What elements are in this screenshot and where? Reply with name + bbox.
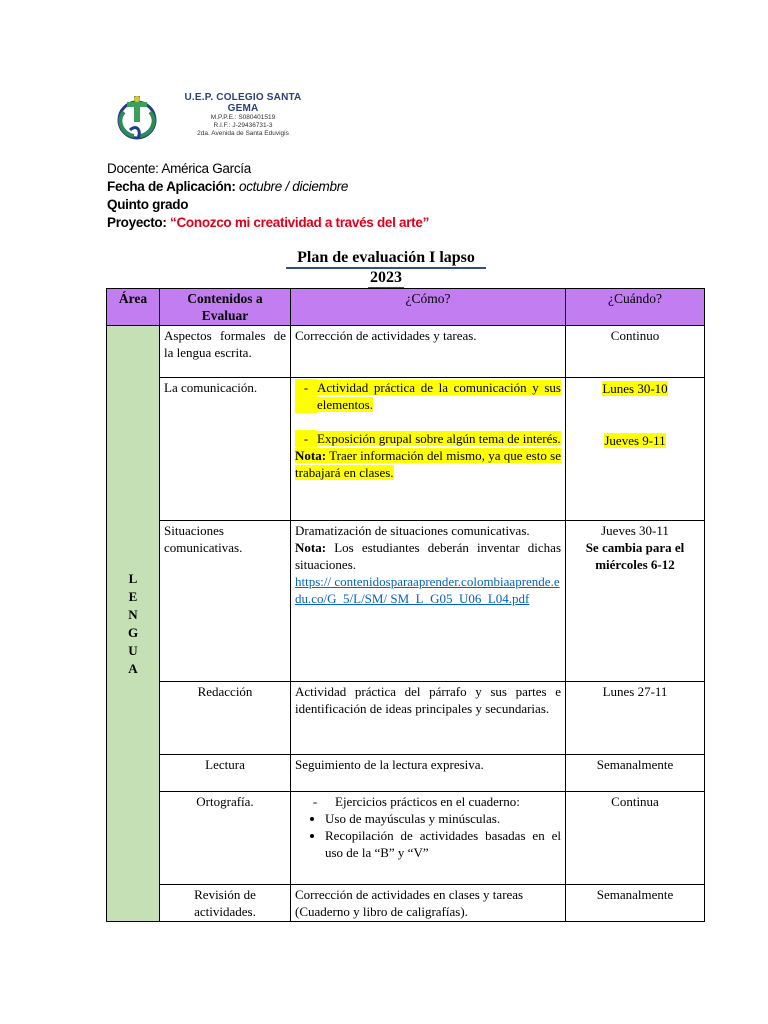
contenido-cell: Situaciones comunicativas. — [160, 521, 291, 682]
area-letter: G — [127, 624, 139, 640]
nota-text: Traer información del mismo, ya que esto se trabajará en clases. — [295, 448, 561, 480]
list-item: - Actividad práctica de la comunicación y sus elementos. — [295, 379, 561, 413]
cuando-date-1: Lunes 30-10 — [602, 381, 668, 396]
cuando-cell — [566, 378, 705, 521]
table-row — [107, 326, 705, 378]
cuando-cell — [566, 521, 705, 682]
header-info — [107, 160, 429, 232]
area-letter: N — [128, 606, 138, 622]
table-header-row — [107, 289, 705, 326]
table-row — [107, 521, 705, 682]
header-contenidos: Contenidos a Evaluar — [160, 289, 291, 326]
contenido-cell: Revisión de actividades. — [160, 885, 291, 922]
nota — [295, 539, 561, 573]
table-row — [107, 885, 705, 922]
cuando-date: Jueves 30-11 — [601, 523, 669, 538]
contenido-cell: Lectura — [160, 755, 291, 792]
header-area: Área — [107, 289, 160, 326]
cuando-change-note: Se cambia para el miércoles 6-12 — [585, 540, 685, 572]
cuando-cell: Continua — [566, 792, 705, 885]
contenido-cell: Redacción — [160, 682, 291, 755]
grado-line: Quinto grado — [107, 197, 189, 212]
como-cell — [291, 378, 566, 521]
como-item-1: Actividad práctica de la comunicación y sus elementos. — [317, 380, 561, 412]
como-cell: Seguimiento de la lectura expresiva. — [291, 755, 566, 792]
table-row — [107, 755, 705, 792]
proyecto-value: “Conozco mi creatividad a través del arte” — [170, 215, 430, 230]
fecha-label: Fecha de Aplicación: — [107, 179, 236, 194]
contenido-cell: La comunicación. — [160, 378, 291, 521]
title-line-2: 2023 — [370, 269, 402, 286]
school-emblem-icon — [110, 90, 164, 146]
page-title — [286, 249, 486, 287]
list-item: - Ejercicios prácticos en el cuaderno: — [295, 793, 561, 810]
title-underline-1 — [286, 267, 486, 269]
contenido-cell: Aspectos formales de la lengua escrita. — [160, 326, 291, 378]
nota-text: Los estudiantes deberán inventar dichas situaciones. — [295, 540, 561, 572]
como-cell — [291, 792, 566, 885]
school-mppe: M.P.P.E.: S080401519 — [210, 114, 276, 121]
table-row — [107, 378, 705, 521]
como-cell: Actividad práctica del párrafo y sus partes e identificación de ideas principales y secundarias. — [291, 682, 566, 755]
bullet-list — [295, 810, 561, 861]
evaluation-table — [106, 288, 705, 922]
area-letter: E — [128, 588, 138, 604]
como-cell: Corrección de actividades en clases y tareas (Cuaderno y libro de caligrafías). — [291, 885, 566, 922]
area-letter: L — [128, 570, 138, 586]
nota-label: Nota: — [295, 448, 327, 463]
title-line-1: Plan de evaluación I lapso — [297, 249, 475, 266]
cuando-cell: Continuo — [566, 326, 705, 378]
docente-label: Docente: — [107, 161, 159, 176]
area-letter: A — [128, 660, 138, 676]
cuando-date-2: Jueves 9-11 — [604, 433, 666, 448]
como-text: Dramatización de situaciones comunicativas. — [295, 523, 530, 538]
school-address: 2da. Avenida de Santa Eduvigis — [197, 130, 289, 137]
area-letter: U — [128, 642, 138, 658]
list-item: - Exposición grupal sobre algún tema de interés. — [295, 430, 561, 447]
list-item: • Recopilación de actividades basadas en el uso de la “B” y “V” — [325, 827, 561, 861]
school-rif: R.I.F.: J-29436731-3 — [213, 122, 273, 129]
fecha-line — [107, 178, 429, 196]
como-dash-item: Ejercicios prácticos en el cuaderno: — [335, 794, 520, 809]
table-row — [107, 682, 705, 755]
docente-value: América García — [161, 161, 251, 176]
resource-link[interactable]: https:// contenidosparaaprender.colombiaaprende.edu.co/G_5/L/SM/ SM_L_G05_U06_L04.pdf — [295, 574, 560, 606]
como-item-2: Exposición grupal sobre algún tema de interés. — [317, 431, 561, 446]
school-logo — [108, 88, 320, 148]
table-row — [107, 792, 705, 885]
school-name: U.E.P. COLEGIO SANTA GEMA — [184, 92, 302, 114]
cuando-cell: Lunes 27-11 — [566, 682, 705, 755]
contenido-cell: Ortografía. — [160, 792, 291, 885]
header-como: ¿Cómo? — [291, 289, 566, 326]
como-cell: Corrección de actividades y tareas. — [291, 326, 566, 378]
nota — [295, 447, 561, 481]
nota-label: Nota: — [295, 540, 327, 555]
cuando-cell: Semanalmente — [566, 885, 705, 922]
list-item: • Uso de mayúsculas y minúsculas. — [325, 810, 561, 827]
proyecto-label: Proyecto: — [107, 215, 167, 230]
area-lengua-cell — [107, 326, 160, 922]
cuando-cell: Semanalmente — [566, 755, 705, 792]
fecha-value: octubre / diciembre — [239, 179, 349, 194]
como-cell — [291, 521, 566, 682]
docente-line — [107, 160, 429, 178]
proyecto-line — [107, 214, 429, 232]
header-cuando: ¿Cuándo? — [566, 289, 705, 326]
